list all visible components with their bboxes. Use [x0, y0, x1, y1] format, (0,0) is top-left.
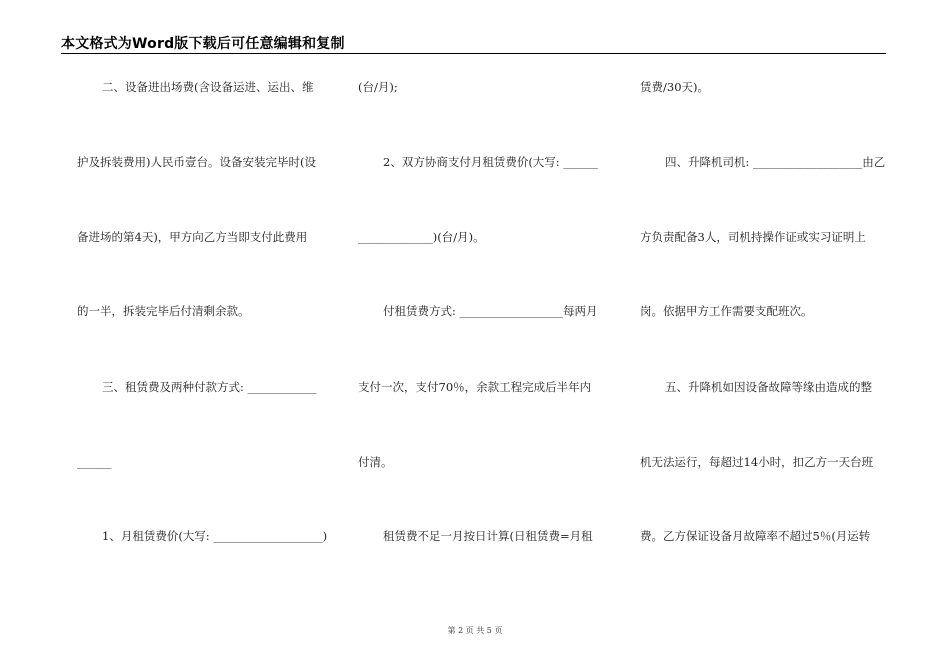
text-line: 护及拆装费用)人民币壹台。设备安装完毕时(设 [77, 155, 316, 169]
page-header-title: 本文格式为Word版下载后可任意编辑和复制 [61, 36, 345, 52]
text-line: 四、升降机司机: ___________________由乙 [665, 155, 886, 169]
page-number: 第 2 页 共 5 页 [447, 626, 503, 635]
text-line: 赁费/30天)。 [640, 80, 709, 94]
text-line: ______ [77, 455, 112, 469]
text-line: (台/月); [358, 80, 398, 94]
text-line: 备进场的第4天)，甲方向乙方当即支付此费用 [77, 230, 308, 244]
text-line: _____________)(台/月)。 [358, 230, 485, 244]
text-line: 付清。 [358, 455, 393, 469]
text-line: 岗。依据甲方工作需要支配班次。 [640, 304, 813, 318]
text-line: 支付一次，支付70％，余款工程完成后半年内 [358, 380, 592, 394]
text-line: 五、升降机如因设备故障等缘由造成的整 [665, 380, 872, 394]
text-line: 机无法运行，每超过14小时，扣乙方一天台班 [640, 455, 874, 469]
text-line: 方负责配备3人，司机持操作证或实习证明上 [640, 230, 866, 244]
text-line: 费。乙方保证设备月故障率不超过5％(月运转 [640, 529, 871, 543]
text-line: 付租赁费方式: __________________每两月 [383, 304, 598, 318]
text-line: 二、设备进出场费(含设备运进、运出、维 [102, 80, 314, 94]
text-line: 三、租赁费及两种付款方式: ____________ [102, 380, 317, 394]
text-line: 租赁费不足一月按日计算(日租赁费=月租 [383, 529, 593, 543]
text-line: 1、月租赁费价(大写: ___________________) [102, 529, 328, 543]
header-rule [61, 53, 886, 54]
text-line: 的一半，拆装完毕后付清剩余款。 [77, 304, 250, 318]
text-line: 2、双方协商支付月租赁费价(大写: ______ [383, 155, 598, 169]
